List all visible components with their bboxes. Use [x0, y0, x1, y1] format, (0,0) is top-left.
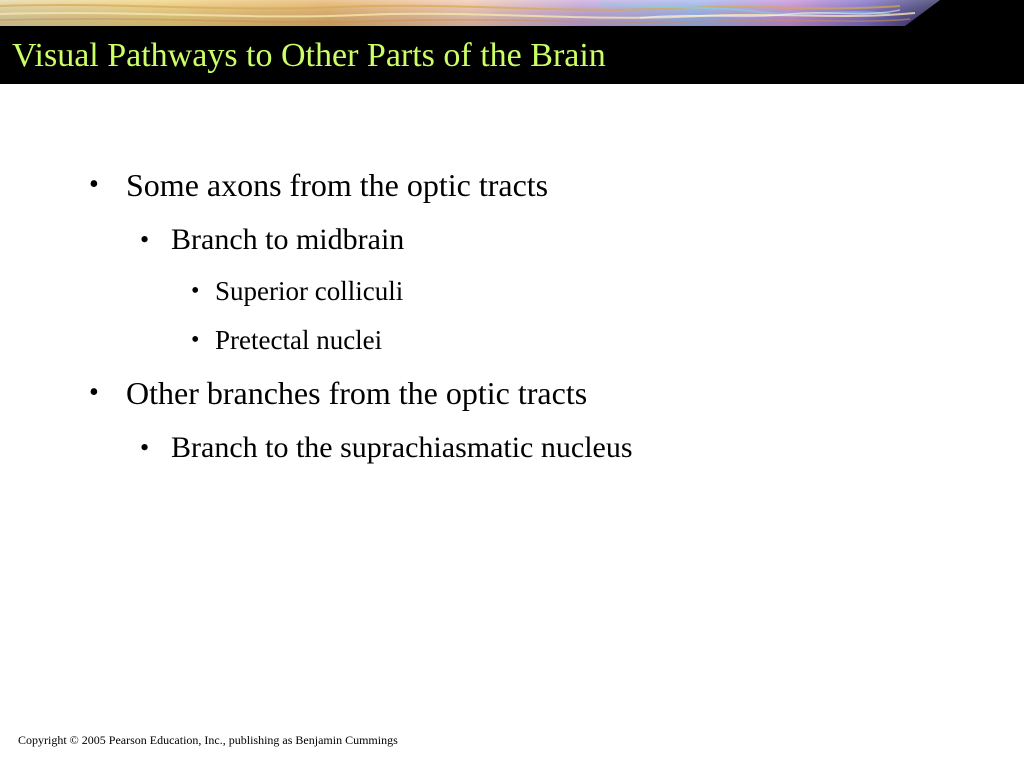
bullet-dot-icon: • [191, 327, 200, 353]
bullet-dot-icon: • [140, 225, 150, 254]
bullet-text: Branch to the suprachiasmatic nucleus [171, 431, 633, 464]
bullet-text: Branch to midbrain [171, 223, 405, 256]
bullet-dot-icon: • [191, 278, 200, 304]
bullet-dot-icon: • [140, 433, 150, 462]
bullet-dot-icon: • [89, 377, 99, 408]
slide-title: Visual Pathways to Other Parts of the Brain [12, 37, 606, 74]
bullet-text: Other branches from the optic tracts [126, 375, 588, 411]
copyright-footer: Copyright © 2005 Pearson Education, Inc., publishing as Benjamin Cummings [18, 733, 398, 747]
bullet-text: Pretectal nuclei [215, 325, 383, 355]
bullet-text: Some axons from the optic tracts [126, 167, 549, 203]
bullet-text: Superior colliculi [215, 276, 404, 306]
bullet-dot-icon: • [89, 169, 99, 200]
